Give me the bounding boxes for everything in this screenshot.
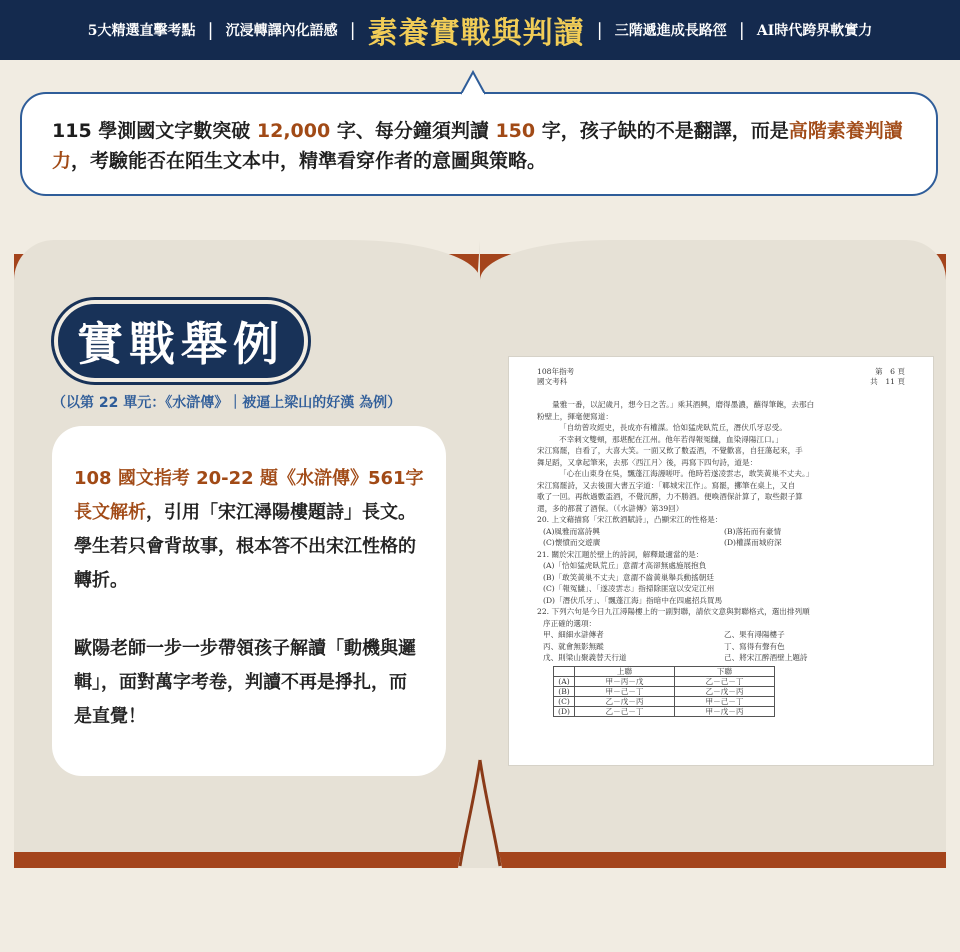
exam-header-subject: 國文考科 <box>537 377 568 386</box>
option-b: (B)「敢笑黃巢不丈夫」意謂不齒黃巢舉兵動搖朝廷 <box>543 572 714 582</box>
card-paragraph-2: 歐陽老師一步一步帶領孩子解讀「動機與邏輯」，面對萬字考卷，判讀不再是掙扎，而是直覺！ <box>74 638 416 727</box>
question-20-options <box>537 537 905 549</box>
passage-line: 宋江寫罷，自看了，大喜大笑。一面又飲了數盃酒，不覺歡喜，自狂蕩起來，手 <box>537 446 803 455</box>
couplet-line: 乙、果有潯陽樓子 <box>724 630 785 639</box>
question-22-cont: 序正確的選項： <box>543 618 597 628</box>
couplet-lines <box>537 652 905 664</box>
callout-text: 字，孩子缺的不是翻譯，而是 <box>535 120 789 142</box>
passage-line: 還，多的都賞了酒保。（《水滸傳》第39回） <box>537 503 684 513</box>
explanation-card <box>52 426 446 776</box>
option-c: (C)懷憤而交遊廣 <box>543 538 601 547</box>
passage-line: 不幸刺文雙頰，那堪配在江州。他年若得報冤讎，血染潯陽江口。」 <box>559 434 784 444</box>
nav-item-language-sense[interactable]: 沉浸轉譯內化語感 <box>225 23 338 39</box>
couplet-line: 戊、則梁山聚義替天行道 <box>543 653 627 662</box>
exam-paper <box>508 356 934 766</box>
table-cell: (B) <box>554 686 575 696</box>
table-cell <box>554 666 575 676</box>
book-spine-icon <box>458 240 502 880</box>
passage-line: 舞足蹈，又拿起筆來，去那〈西江月〉後，再寫下四句詩，道是： <box>537 457 758 467</box>
unit-subtitle: （以第 22 單元：《水滸傳》｜被逼上梁山的好漢 為例） <box>52 395 402 411</box>
table-cell: 甲－丙－戊 <box>575 676 675 686</box>
exam-header <box>537 367 905 387</box>
question-21: 21. 關於宋江題於壁上的詩詞，解釋最適當的是： <box>537 549 704 559</box>
table-cell: (C) <box>554 696 575 706</box>
couplet-line: 丙、就會無影無蹤 <box>543 641 604 651</box>
exam-passage <box>537 399 905 514</box>
table-cell: 甲－己－丁 <box>675 696 775 706</box>
option-b: (B)落拓而有豪情 <box>724 526 782 536</box>
couplet-lines <box>537 629 905 641</box>
passage-line: 「自幼曾攻經史，長成亦有權謀。恰如猛虎臥荒丘，潛伏爪牙忍受。 <box>559 423 787 432</box>
question-20-options <box>537 526 905 538</box>
table-row <box>554 706 775 716</box>
nav-item-literacy-active[interactable]: 素養實戰與判讀 <box>367 16 585 51</box>
option-d: (D)「潛伏爪牙」、「飄蓬江海」指暗中在四處招兵買馬 <box>543 595 723 605</box>
answer-table <box>553 666 775 717</box>
nav-separator: | <box>349 19 356 41</box>
nav-separator: | <box>207 19 214 41</box>
question-20: 20. 上文藉描寫「宋江飲酒賦詩」，凸顯宋江的性格是： <box>537 515 723 524</box>
option-a: (A)風雅而富詩興 <box>543 526 600 536</box>
couplet-line: 己、將宋江醉酒壁上題詩 <box>724 653 808 662</box>
question-22: 22. 下列六句是今日九江潯陽樓上的一副對聯，請依文意與對聯格式，選出排列順 <box>537 607 810 616</box>
table-cell: 乙－己－丁 <box>675 676 775 686</box>
callout-text: ，考驗能否在陌生文本中，精準看穿作者的意圖與策略。 <box>71 150 547 172</box>
table-header-lower: 下聯 <box>675 666 775 676</box>
table-cell: (A) <box>554 676 575 686</box>
table-row <box>554 696 775 706</box>
card-paragraph-1 <box>74 462 424 598</box>
badge-title: 實戰舉例 <box>77 317 285 371</box>
passage-line: 「心在山東身在吳，飄蓬江海謾嗟吁。他時若遂凌雲志，敢笑黃巢不丈夫。」 <box>559 469 814 478</box>
callout-text: 115 學測國文字數突破 <box>52 120 257 142</box>
callout-pointer-icon <box>460 70 486 96</box>
nav-item-ai-skills[interactable]: AI時代跨界軟實力 <box>756 23 873 39</box>
callout-highlight: 高階素養判讀力 <box>52 120 903 172</box>
table-cell: 乙－戊－丙 <box>675 686 775 696</box>
passage-line: 粉壁上，揮毫便寫道： <box>537 411 613 421</box>
word-count-number: 12,000 <box>256 120 331 142</box>
option-d: (D)權謀而城府深 <box>724 538 782 547</box>
card-highlight: 108 國文指考 20-22 題《水滸傳》561字長文解析 <box>74 468 424 523</box>
table-header-row <box>554 666 775 676</box>
option-c: (C)「報冤讎」、「遂凌雲志」指掃除匪寇以安定江州 <box>543 584 715 593</box>
table-cell: 乙－己－丁 <box>575 706 675 716</box>
exam-page-number: 第 6 頁 <box>874 367 905 376</box>
table-row <box>554 676 775 686</box>
nav-separator: | <box>596 19 603 41</box>
card-text: ，引用「宋江潯陽樓題詩」長文。學生若只會背故事，根本答不出宋江性格的轉折。 <box>74 502 416 591</box>
nav-separator: | <box>738 19 745 41</box>
exam-header-year: 108年指考 <box>537 367 575 376</box>
couplet-lines <box>537 641 905 653</box>
exam-page-total: 共 11 頁 <box>870 377 905 386</box>
passage-line: 宋江寫罷詩，又去後面大書五字道：「鄆城宋江作」。寫罷，擲筆在桌上，又自 <box>537 480 796 490</box>
intro-callout <box>20 92 938 196</box>
nav-item-growth-path[interactable]: 三階遞進成長路徑 <box>614 23 727 39</box>
callout-text: 字、每分鐘須判讀 <box>330 120 496 142</box>
passage-line: 量雅一番，以記歲月，想今日之苦。」乘其酒興，磨得墨濃，蘸得筆飽，去那白 <box>537 400 815 409</box>
section-badge <box>54 300 308 382</box>
table-cell: 甲－己－丁 <box>575 686 675 696</box>
table-header-upper: 上聯 <box>575 666 675 676</box>
nav-item-exam-points[interactable]: 5大精選直擊考點 <box>87 23 196 39</box>
table-cell: (D) <box>554 706 575 716</box>
option-a: (A)「恰如猛虎臥荒丘」意謂才高卻無處施展抱負 <box>543 561 707 570</box>
table-cell: 甲－戊－丙 <box>675 706 775 716</box>
passage-line: 歌了一回。再飲過數盃酒，不覺沉醉，力不勝酒。便喚酒保計算了，取些銀子算 <box>537 492 803 501</box>
couplet-line: 丁、寫得有聲有色 <box>724 641 785 651</box>
couplet-line: 甲、細細水滸傳者 <box>543 630 604 639</box>
top-nav <box>0 0 960 60</box>
reading-speed-number: 150 <box>495 120 536 142</box>
table-row <box>554 686 775 696</box>
table-cell: 乙－戊－丙 <box>575 696 675 706</box>
